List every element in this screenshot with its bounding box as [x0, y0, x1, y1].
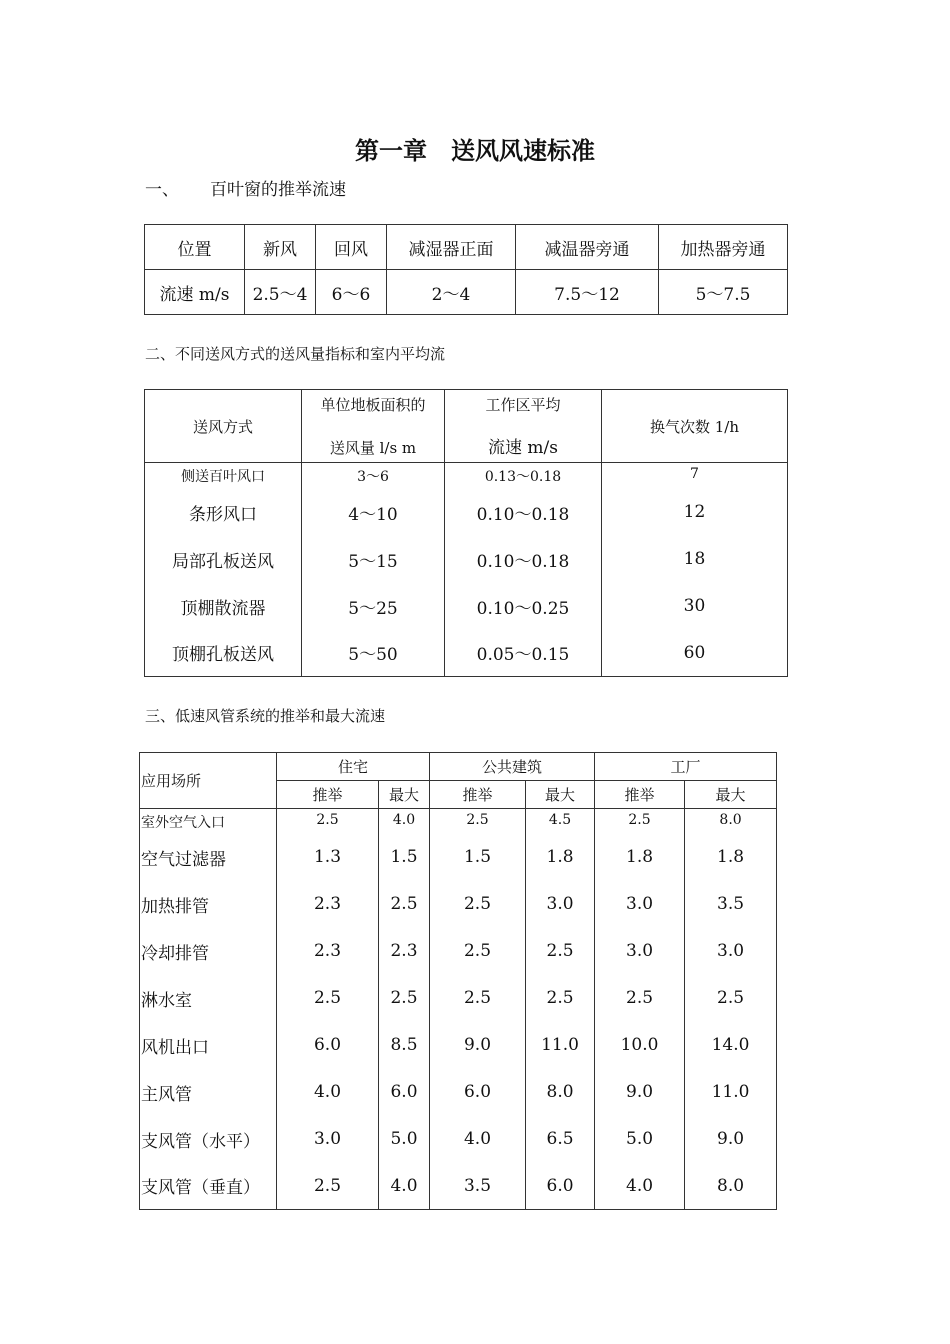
table-cell: 2.5 — [379, 975, 430, 1022]
table-cell: 18 — [602, 536, 788, 583]
table-cell: 7.5～12 — [516, 270, 659, 315]
table-row — [140, 1163, 777, 1210]
table-row — [145, 489, 788, 536]
table-cell: 12 — [602, 489, 788, 536]
table-cell: 5～7.5 — [659, 270, 788, 315]
table-cell: 1.8 — [595, 834, 685, 881]
table-row — [145, 583, 788, 630]
table-cell: 11.0 — [685, 1069, 777, 1116]
table-cell: 淋水室 — [140, 975, 277, 1022]
header-application-place: 应用场所 — [140, 753, 277, 809]
table-cell: 风机出口 — [140, 1022, 277, 1069]
table-cell: 2.5 — [526, 928, 595, 975]
table-cell: 主风管 — [140, 1069, 277, 1116]
table-cell: 3.0 — [685, 928, 777, 975]
table-cell: 60 — [602, 630, 788, 677]
table-header-cell: 减温器旁通 — [516, 225, 659, 270]
table-cell: 9.0 — [430, 1022, 526, 1069]
table-cell: 30 — [602, 583, 788, 630]
subheader-max: 最大 — [379, 781, 430, 809]
header-supply-method: 送风方式 — [145, 390, 302, 463]
table-cell: 流速 m/s — [145, 270, 245, 315]
table-cell: 1.5 — [430, 834, 526, 881]
table-cell: 支风管（水平） — [140, 1116, 277, 1163]
table-row — [140, 881, 777, 928]
table-header-cell: 回风 — [316, 225, 387, 270]
table-cell: 支风管（垂直） — [140, 1163, 277, 1210]
table-cell: 2.5 — [379, 881, 430, 928]
table-row — [140, 834, 777, 881]
louver-speed-table — [144, 224, 788, 315]
table-cell: 9.0 — [685, 1116, 777, 1163]
table-cell: 5～25 — [302, 583, 445, 630]
table-cell: 4.5 — [526, 809, 595, 834]
table-cell: 0.10～0.18 — [445, 536, 602, 583]
table-cell: 3.0 — [595, 928, 685, 975]
header-avg-speed — [445, 390, 602, 463]
header-group-residential: 住宅 — [277, 753, 430, 781]
table-cell: 顶棚散流器 — [145, 583, 302, 630]
table-row — [145, 225, 788, 270]
table-cell: 空气过滤器 — [140, 834, 277, 881]
table-cell: 11.0 — [526, 1022, 595, 1069]
table-cell: 0.10～0.18 — [445, 489, 602, 536]
section-1-number: 一、 — [145, 180, 179, 200]
header-group-public: 公共建筑 — [430, 753, 595, 781]
table-cell: 2.5 — [430, 975, 526, 1022]
table-cell: 加热排管 — [140, 881, 277, 928]
table-cell: 3～6 — [302, 463, 445, 489]
subheader-max: 最大 — [526, 781, 595, 809]
table-cell: 7 — [602, 463, 788, 489]
section-1-heading — [145, 175, 346, 200]
table-cell: 3.0 — [277, 1116, 379, 1163]
table-cell: 4.0 — [379, 1163, 430, 1210]
header-supply-volume — [302, 390, 445, 463]
table-cell: 侧送百叶风口 — [145, 463, 302, 489]
subheader-max: 最大 — [685, 781, 777, 809]
table-cell: 6.0 — [379, 1069, 430, 1116]
table-header-row — [145, 390, 788, 463]
table-cell: 2.5 — [430, 881, 526, 928]
table-row — [145, 270, 788, 315]
table-row — [140, 1069, 777, 1116]
table-header-cell: 新风 — [245, 225, 316, 270]
table-cell: 顶棚孔板送风 — [145, 630, 302, 677]
table-cell: 4.0 — [277, 1069, 379, 1116]
section-3-heading: 三、低速风管系统的推举和最大流速 — [145, 707, 386, 725]
supply-method-table — [144, 389, 788, 677]
table-row — [145, 463, 788, 489]
table-cell: 2.5 — [595, 809, 685, 834]
table-cell: 2.3 — [379, 928, 430, 975]
table-cell: 3.0 — [595, 881, 685, 928]
table-cell: 9.0 — [595, 1069, 685, 1116]
section-1-text: 百叶窗的推举流速 — [210, 180, 346, 200]
table-cell: 5～50 — [302, 630, 445, 677]
table-cell: 冷却排管 — [140, 928, 277, 975]
table-header-cell: 加热器旁通 — [659, 225, 788, 270]
table-cell: 0.10～0.25 — [445, 583, 602, 630]
subheader-recommended: 推举 — [595, 781, 685, 809]
table-row — [140, 928, 777, 975]
table-cell: 0.05～0.15 — [445, 630, 602, 677]
table-cell: 2.5 — [526, 975, 595, 1022]
table-cell: 8.0 — [685, 809, 777, 834]
table-cell: 8.0 — [685, 1163, 777, 1210]
header-group-factory: 工厂 — [595, 753, 777, 781]
table-cell: 4.0 — [379, 809, 430, 834]
table-cell: 8.0 — [526, 1069, 595, 1116]
table-cell: 0.13～0.18 — [445, 463, 602, 489]
section-2-heading: 二、不同送风方式的送风量指标和室内平均流 — [145, 345, 446, 363]
table-cell: 6～6 — [316, 270, 387, 315]
table-cell: 6.5 — [526, 1116, 595, 1163]
header-supply-volume-top: 单位地板面积的 — [320, 396, 426, 414]
subheader-recommended: 推举 — [277, 781, 379, 809]
table-cell: 2.5 — [277, 1163, 379, 1210]
table-cell: 8.5 — [379, 1022, 430, 1069]
table-cell: 2～4 — [387, 270, 516, 315]
table-cell: 2.5 — [685, 975, 777, 1022]
header-avg-speed-top: 工作区平均 — [485, 396, 561, 414]
table-cell: 3.5 — [430, 1163, 526, 1210]
table-cell: 1.8 — [685, 834, 777, 881]
table-cell: 1.8 — [526, 834, 595, 881]
header-avg-speed-bottom: 流速 m/s — [488, 438, 558, 458]
table-cell: 4～10 — [302, 489, 445, 536]
table-cell: 6.0 — [277, 1022, 379, 1069]
table-cell: 3.5 — [685, 881, 777, 928]
table-cell: 局部孔板送风 — [145, 536, 302, 583]
table-header-row — [140, 753, 777, 781]
table-cell: 4.0 — [595, 1163, 685, 1210]
table-row — [145, 536, 788, 583]
table-cell: 1.5 — [379, 834, 430, 881]
table-cell: 1.3 — [277, 834, 379, 881]
table-cell: 5.0 — [595, 1116, 685, 1163]
table-row — [140, 809, 777, 834]
table-cell: 2.3 — [277, 881, 379, 928]
header-supply-volume-bottom: 送风量 l/s m — [329, 439, 417, 457]
table-cell: 2.5 — [430, 928, 526, 975]
table-row — [140, 975, 777, 1022]
table-cell: 5～15 — [302, 536, 445, 583]
table-cell: 6.0 — [526, 1163, 595, 1210]
table-cell: 2.5 — [277, 809, 379, 834]
table-cell: 4.0 — [430, 1116, 526, 1163]
table-cell: 2.5 — [595, 975, 685, 1022]
header-air-changes: 换气次数 1/h — [602, 390, 788, 463]
table-cell: 10.0 — [595, 1022, 685, 1069]
table-cell: 2.5 — [430, 809, 526, 834]
table-row — [140, 1022, 777, 1069]
table-cell: 室外空气入口 — [140, 809, 277, 834]
table-cell: 2.5～4 — [245, 270, 316, 315]
table-header-cell: 减湿器正面 — [387, 225, 516, 270]
table-row — [145, 630, 788, 677]
table-cell: 2.3 — [277, 928, 379, 975]
table-cell: 5.0 — [379, 1116, 430, 1163]
duct-speed-table — [139, 752, 777, 1210]
chapter-title: 第一章 送风风速标准 — [355, 137, 595, 165]
table-cell: 6.0 — [430, 1069, 526, 1116]
table-cell: 14.0 — [685, 1022, 777, 1069]
table-cell: 条形风口 — [145, 489, 302, 536]
table-header-cell: 位置 — [145, 225, 245, 270]
subheader-recommended: 推举 — [430, 781, 526, 809]
table-row — [140, 1116, 777, 1163]
table-cell: 2.5 — [277, 975, 379, 1022]
table-cell: 3.0 — [526, 881, 595, 928]
